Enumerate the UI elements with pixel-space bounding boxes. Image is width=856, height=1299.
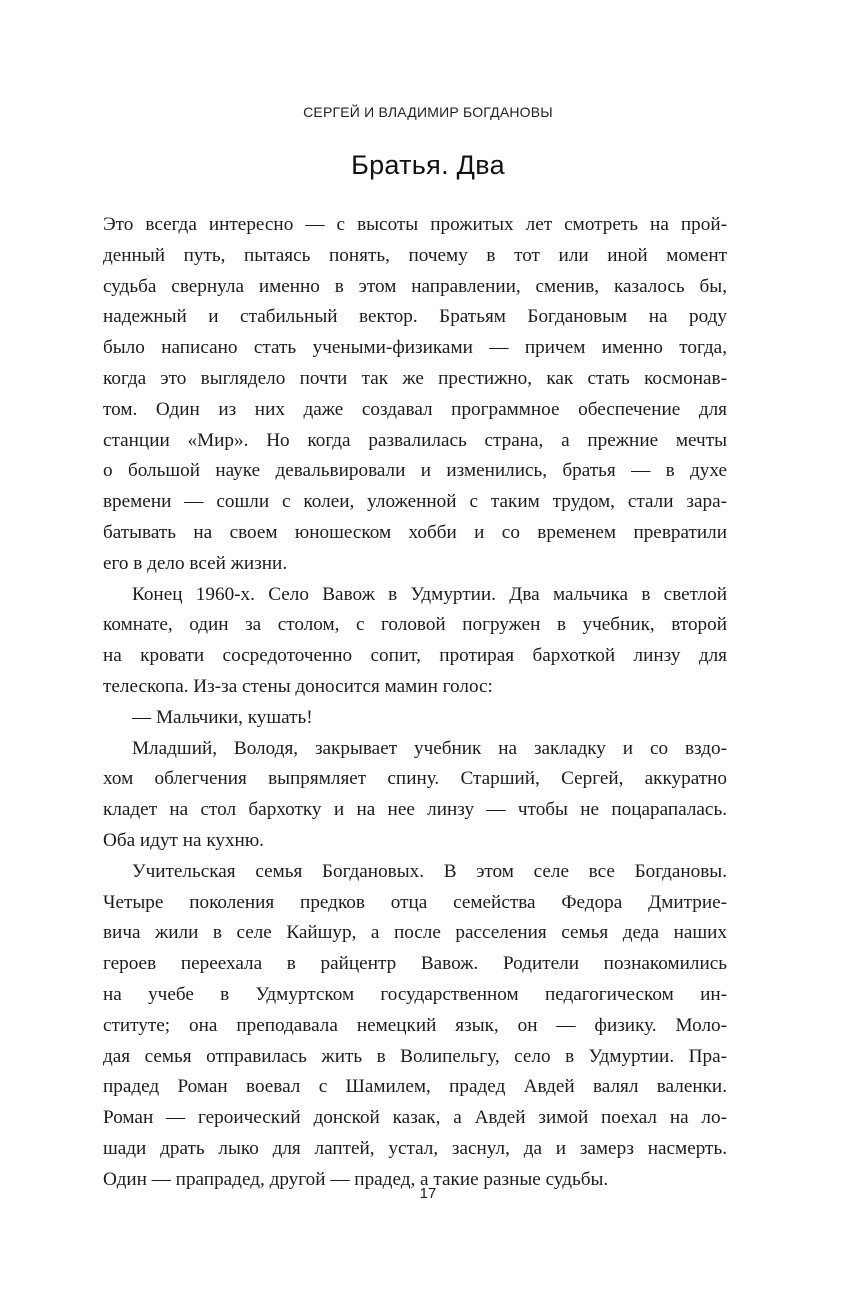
- paragraph-3: [103, 703, 727, 734]
- text-line: вича жили в селе Кайшур, а после расселения семья деда наших: [103, 922, 727, 944]
- text-line: шади драть лыко для лаптей, устал, заснул, да и замерз насмерть.: [103, 1137, 727, 1159]
- paragraph-1: [103, 210, 727, 580]
- text-line: комнате, один за столом, с головой погружен в учебник, второй: [103, 614, 727, 636]
- paragraph-4: [103, 734, 727, 857]
- text-line: денный путь, пытаясь понять, почему в тот или иной момент: [103, 244, 727, 266]
- text-line: ституте; она преподавала немецкий язык, он — физику. Моло-: [103, 1014, 727, 1036]
- text-line: кладет на стол бархотку и на нее линзу — чтобы не поцарапалась.: [103, 799, 727, 821]
- text-line: когда это выглядело почти так же престижно, как стать космонав-: [103, 367, 727, 389]
- text-line: Это всегда интересно — с высоты прожитых лет смотреть на прой-: [103, 214, 727, 235]
- text-line: надежный и стабильный вектор. Братьям Богдановым на роду: [103, 306, 727, 328]
- text-line: Один — прапрадед, другой — прадед, а такие разные судьбы.: [103, 1168, 609, 1190]
- text-line: его в дело всей жизни.: [103, 552, 288, 574]
- text-line: на кровати сосредоточенно сопит, протирая бархоткой линзу для: [103, 645, 727, 667]
- running-head: СЕРГЕЙ И ВЛАДИМИР БОГДАНОВЫ: [303, 104, 553, 120]
- text-line: времени — сошли с колеи, уложенной с таким трудом, стали зара-: [103, 491, 727, 513]
- text-line: дая семья отправилась жить в Волипельгу, село в Удмуртии. Пра-: [103, 1045, 727, 1067]
- text-line: прадед Роман воевал с Шамилем, прадед Авдей валял валенки.: [103, 1076, 727, 1098]
- text-line: Оба идут на кухню.: [103, 829, 264, 851]
- text-line: героев переехала в райцентр Вавож. Родители познакомились: [103, 953, 727, 975]
- paragraph-5: [103, 857, 727, 1196]
- text-line: хом облегчения выпрямляет спину. Старший, Сергей, аккуратно: [103, 768, 727, 790]
- text-line: Младший, Володя, закрывает учебник на закладку и со вздо-: [132, 737, 727, 759]
- text-line: о большой науке девальвировали и изменились, братья — в духе: [103, 460, 727, 482]
- text-line: батывать на своем юношеском хобби и со временем превратили: [103, 521, 727, 543]
- text-line: Роман — героический донской казак, а Авдей зимой поехал на ло-: [103, 1107, 727, 1129]
- chapter-title: Братья. Два: [351, 150, 505, 180]
- text-line: Учительская семья Богдановых. В этом селе все Богдановы.: [132, 860, 727, 882]
- text-line: на учебе в Удмуртском государственном педагогическом ин-: [103, 983, 727, 1005]
- text-line: Четыре поколения предков отца семейства Федора Дмитрие-: [103, 891, 727, 913]
- text-line: телескопа. Из-за стены доносится мамин голос:: [103, 675, 493, 697]
- text-line: том. Один из них даже создавал программное обеспечение для: [103, 398, 727, 420]
- text-line: судьба свернула именно в этом направлении, сменив, казалось бы,: [103, 275, 727, 297]
- body-text: [103, 210, 727, 1196]
- paragraph-2: [103, 580, 727, 703]
- text-line: было написано стать учеными-физиками — причем именно тогда,: [103, 337, 727, 359]
- page-number: 17: [419, 1185, 437, 1202]
- text-line: — Мальчики, кушать!: [132, 706, 313, 728]
- text-line: станции «Мир». Но когда развалилась страна, а прежние мечты: [103, 429, 727, 451]
- text-line: Конец 1960-х. Село Вавож в Удмуртии. Два мальчика в светлой: [132, 583, 727, 605]
